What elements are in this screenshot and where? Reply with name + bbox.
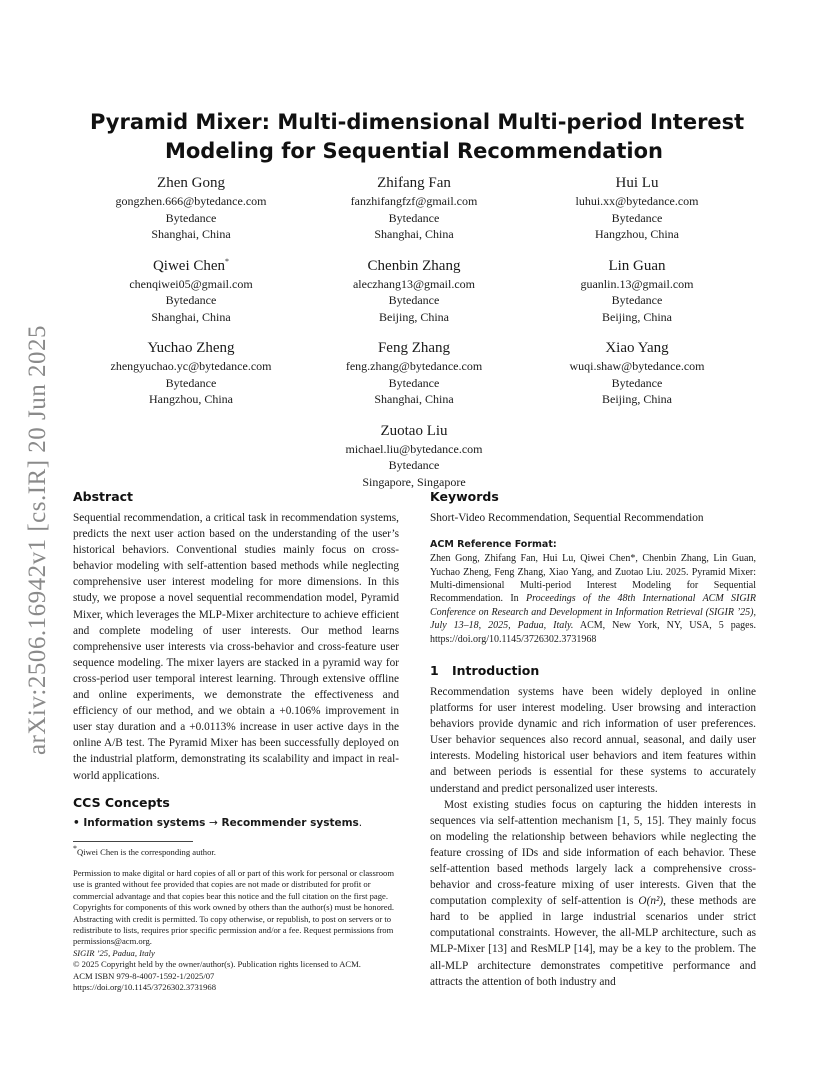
author-location: Singapore, Singapore — [362, 474, 466, 489]
author-location: Beijing, China — [602, 392, 672, 406]
author-location: Beijing, China — [379, 309, 449, 324]
author-email: chenqiwei05@gmail.com — [129, 276, 253, 291]
permission-doi[interactable]: https://doi.org/10.1145/3726302.3731968 — [73, 982, 216, 993]
author-affiliation: Bytedance — [165, 210, 217, 225]
author-email: fanzhifangfzf@gmail.com — [350, 194, 478, 208]
author-affiliation: Bytedance — [611, 375, 663, 390]
author-name: Hui Lu — [615, 175, 659, 191]
author-card — [526, 174, 748, 243]
corresponding-footnote — [73, 843, 399, 858]
author-email: gongzhen.666@bytedance.com — [115, 194, 267, 208]
author-email: guanlin.13@gmail.com — [580, 276, 694, 291]
permission-text: Permission to make digital or hard copies of all or part of this work for personal or classroom use is granted without fee provided that copies are not made or distributed for profit or commercial advantage and that copies bear this notice and the full citation on the first page. Copyrights for components of this work owned by others than the author(s) must be honored. Abstracting with credit is permitted. To copy otherwise, or republish, to post on servers or to redistribute to lists, requires prior specific permission and/or a fee. Request permissions from permissions@acm.org. — [73, 868, 395, 947]
author-location: Shanghai, China — [151, 227, 231, 241]
author-name: Zhen Gong — [157, 175, 225, 191]
ccs-bullet: • — [73, 816, 80, 829]
author-row-1 — [80, 174, 748, 243]
intro-heading — [430, 662, 756, 680]
author-affiliation: Bytedance — [388, 458, 440, 472]
intro-number: 1 — [430, 662, 439, 678]
ref-format-text — [430, 552, 756, 646]
author-location: Beijing, China — [602, 309, 672, 324]
abstract-text: Sequential recommendation, a critical task in recommendation systems, predicts the next user action based on the understanding of the user’s historical behaviors. Conventional studies mainly focus on cross-behavior modeling with self-attention based methods while neglecting comprehensive user interest modeling for more dimensions. In this study, we propose a novel sequential recommendation model, Pyramid Mixer, which leverages the MLP-Mixer architecture to achieve efficient and complete modeling of user interests. Our method learns comprehensive user interests via cross-behavior and cross-feature user sequence modeling. The mixer layers are stacked in a pyramid way for cross-period user temporal interest learning. Through extensive offline and online experiments, we demonstrate the effectiveness and efficiency of our method, and we obtain a +0.106% improvement in user stay duration and a +0.0113% increase in user active days in the online A/B test. The Pyramid Mixer has been successfully deployed on the industrial platform, demonstrating its scalability and impact in real-world applications. — [73, 512, 399, 782]
author-email: aleczhang13@gmail.com — [352, 276, 475, 291]
keywords-heading: Keywords — [430, 489, 499, 504]
author-row-3 — [80, 339, 748, 408]
author-affiliation: Bytedance — [388, 293, 440, 307]
author-row-2 — [80, 257, 748, 326]
ccs-heading: CCS Concepts — [73, 794, 170, 810]
author-email: feng.zhang@bytedance.com — [345, 359, 483, 373]
author-name: Zuotao Liu — [380, 422, 448, 439]
permission-copyright: © 2025 Copyright held by the owner/author(s). Publication rights licensed to ACM. — [73, 959, 361, 970]
arxiv-stamp — [18, 305, 58, 775]
author-location: Hangzhou, China — [595, 227, 679, 241]
ref-format-heading: ACM Reference Format: — [430, 539, 557, 551]
author-mark: * — [225, 256, 230, 266]
footnote-mark: * — [73, 843, 77, 853]
title-line-1: Pyramid Mixer: Multi-dimensional Multi-period Interest — [90, 110, 745, 134]
author-card — [526, 257, 748, 326]
author-location: Shanghai, China — [151, 309, 231, 324]
ref-format-venue: Proceedings of the 48th International ACM SIGIR Conference on Research and Development in Information Retrieval (SIGIR ’25), July 13–18, 2025, Padua, Italy. — [430, 593, 756, 632]
paper-title — [90, 108, 745, 166]
intro-paragraph-2 — [430, 797, 756, 990]
author-email: michael.liu@bytedance.com — [345, 441, 483, 456]
author-location: Hangzhou, China — [149, 392, 233, 406]
author-name: Chenbin Zhang — [367, 257, 461, 274]
author-affiliation: Bytedance — [388, 375, 440, 390]
intro-paragraph-1: Recommendation systems have been widely deployed in online platforms for user interest modeling. User browsing and interaction behaviors provide dynamic and rich information of user preferences. User behavior sequences also record annual, seasonal, and daily user interests. Modeling historical user behaviors and item features within and between periods is essential for these systems to accurately understand and predict personalized user interests. — [430, 685, 756, 795]
permission-block — [73, 868, 399, 993]
author-card — [303, 422, 525, 491]
author-email: zhengyuchao.yc@bytedance.com — [110, 359, 272, 373]
author-affiliation: Bytedance — [165, 293, 217, 307]
intro-p2-pre: Most existing studies focus on capturing the hidden interests in sequences via self-attention mechanism [1, 5, 15]. They mainly focus on modeling the relationship between behaviors while neglecting the feature crossing of IDs and side information of each behavior. These self-attention based methods largely lack a comprehensive cross-behavior and cross-feature mixing of user interests. Given that the computation complexity of self-attention is — [430, 798, 756, 908]
intro-title: Introduction — [452, 662, 540, 678]
ccs-period: . — [358, 816, 363, 829]
author-card — [303, 257, 525, 326]
title-line-2: Modeling for Sequential Recommendation — [164, 139, 664, 163]
author-card — [526, 339, 748, 408]
author-card — [303, 174, 525, 243]
ccs-arrow: → — [209, 816, 218, 829]
ref-format-pre: Zhen Gong, Zhifang Fan, Hui Lu, Qiwei Chen*, Chenbin Zhang, Lin Guan, Yuchao Zheng, Feng Zhang, Xiao Yang, and Zuotao Liu. 2025. Pyramid Mixer: Multi-dimensional Multi-period Interest Modeling for Sequential Recommendation. In — [430, 553, 756, 605]
left-column — [73, 488, 399, 993]
ccs-concept-line — [73, 816, 399, 831]
author-affiliation: Bytedance — [611, 210, 663, 225]
permission-isbn: ACM ISBN 979-8-4007-1592-1/2025/07 — [73, 970, 215, 981]
author-card — [80, 174, 302, 243]
right-column — [430, 488, 756, 990]
footnote-text: Qiwei Chen is the corresponding author. — [77, 846, 216, 857]
author-email: luhui.xx@bytedance.com — [575, 194, 699, 208]
ref-format-post: ACM, New York, NY, USA, 5 pages. https://doi.org/10.1145/3726302.3731968 — [430, 620, 756, 645]
author-location: Shanghai, China — [374, 227, 454, 241]
author-affiliation: Bytedance — [388, 210, 440, 225]
author-affiliation: Bytedance — [165, 375, 217, 390]
footnote-rule — [73, 841, 193, 842]
author-card — [303, 339, 525, 408]
author-row-4 — [80, 422, 748, 491]
permission-venue: SIGIR ’25, Padua, Italy — [73, 947, 155, 958]
arxiv-stamp-text: arXiv:2506.16942v1 [cs.IR] 20 Jun 2025 — [24, 324, 51, 756]
author-card — [80, 339, 302, 408]
author-block — [80, 174, 748, 490]
author-email: wuqi.shaw@bytedance.com — [569, 359, 705, 373]
author-name: Qiwei Chen — [152, 257, 226, 274]
author-card — [80, 257, 302, 326]
author-name: Xiao Yang — [605, 340, 669, 356]
author-location: Shanghai, China — [374, 392, 454, 406]
intro-p2-math: O(n²) — [638, 895, 664, 908]
ccs-sub: Recommender systems — [221, 816, 359, 829]
abstract-heading: Abstract — [73, 489, 134, 504]
author-affiliation: Bytedance — [611, 293, 663, 307]
keywords-text: Short-Video Recommendation, Sequential Recommendation — [430, 512, 704, 524]
author-name: Lin Guan — [608, 257, 666, 274]
author-name: Zhifang Fan — [377, 175, 451, 191]
author-name: Yuchao Zheng — [147, 340, 235, 356]
ccs-concept: Information systems — [83, 816, 206, 829]
intro-p2-post: , these methods are hard to be applied in large industrial scenarios under strict computational constraints. However, the all-MLP architecture, such as MLP-Mixer [13] and ResMLP [14], may be a key to the problem. The all-MLP architecture demonstrates competitive performance and attracts the attention of both industry and — [430, 895, 756, 988]
author-name: Feng Zhang — [377, 340, 451, 356]
